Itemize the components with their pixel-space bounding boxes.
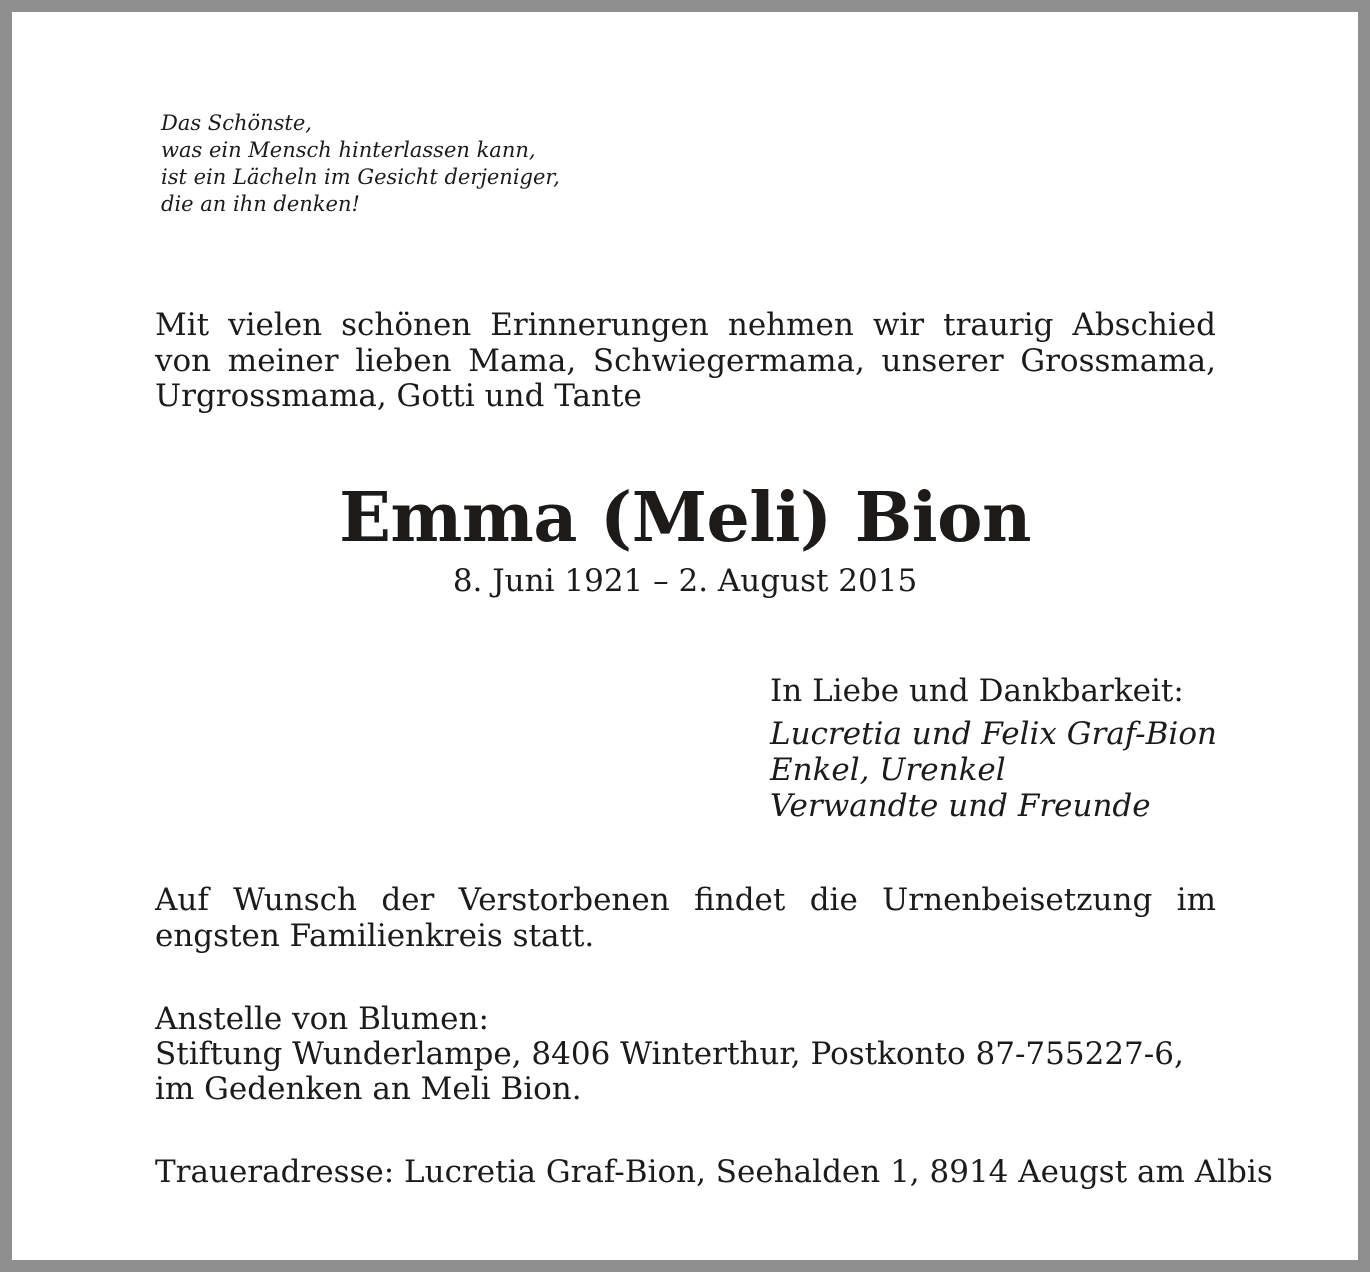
address-line: Traueradresse: Lucretia Graf-Bion, Seehalden 1, 8914 Aeugst am Albis xyxy=(155,1154,1273,1190)
motto-line: ist ein Lächeln im Gesicht derjeniger, xyxy=(161,165,560,189)
intro-paragraph xyxy=(155,308,1216,415)
life-dates: 8. Juni 1921 – 2. August 2015 xyxy=(452,563,918,599)
deceased-name: Emma (Meli) Bion xyxy=(339,478,1031,558)
donation-line: Anstelle von Blumen: xyxy=(155,1001,489,1037)
mourning-address xyxy=(155,1152,1273,1192)
mourner-name: Lucretia und Felix Graf-Bion xyxy=(770,716,1217,752)
motto-quote xyxy=(161,110,560,218)
mourners-block xyxy=(770,671,1217,824)
mourners-heading: In Liebe und Dankbarkeit: xyxy=(770,673,1184,709)
burial-line: Auf Wunsch der Verstorbenen findet die Urnenbeisetzung im xyxy=(155,882,1216,918)
donation-line: Stiftung Wunderlampe, 8406 Winterthur, Postkonto 87-755227-6, xyxy=(155,1036,1184,1072)
motto-line: Das Schönste, xyxy=(161,111,312,135)
donation-paragraph xyxy=(155,1002,1184,1107)
burial-paragraph xyxy=(155,882,1216,954)
mourner-name: Verwandte und Freunde xyxy=(770,788,1151,824)
burial-line: engsten Familienkreis statt. xyxy=(155,918,595,954)
intro-line: Mit vielen schönen Erinnerungen nehmen wir traurig Abschied xyxy=(155,307,1216,343)
motto-line: was ein Mensch hinterlassen kann, xyxy=(161,138,536,162)
intro-line: Urgrossmama, Gotti und Tante xyxy=(155,378,642,414)
donation-line: im Gedenken an Meli Bion. xyxy=(155,1071,582,1107)
mourner-name: Enkel, Urenkel xyxy=(770,752,1006,788)
obituary-notice xyxy=(12,12,1358,1260)
motto-line: die an ihn denken! xyxy=(161,192,360,216)
intro-line: von meiner lieben Mama, Schwiegermama, unserer Grossmama, xyxy=(155,342,1216,379)
